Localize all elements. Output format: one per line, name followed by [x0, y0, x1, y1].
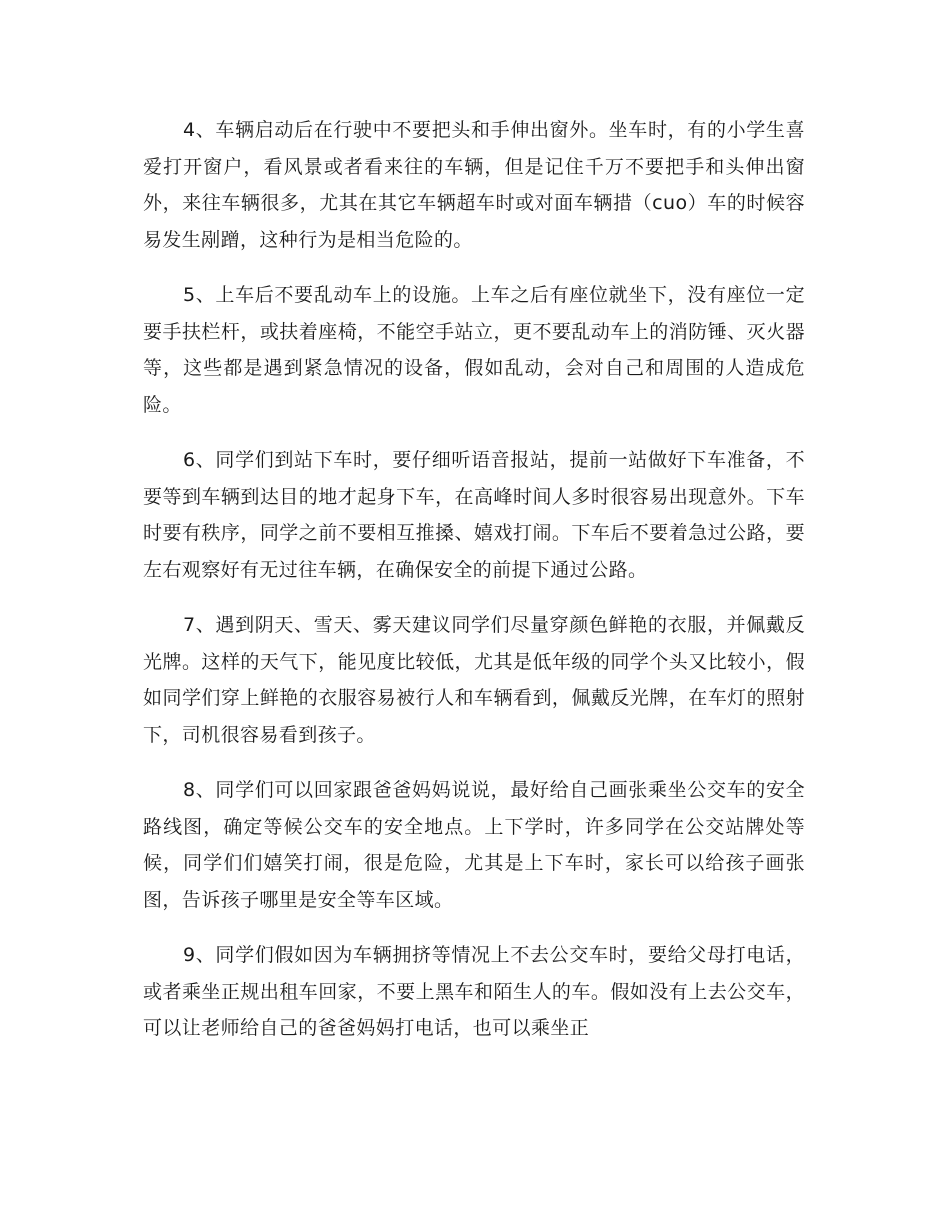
paragraph-item-7: 7、遇到阴天、雪天、雾天建议同学们尽量穿颜色鲜艳的衣服，并佩戴反光牌。这样的天气下，能见度比较低，尤其是低年级的同学个头又比较小，假如同学们穿上鲜艳的衣服容易被行人和车辆看到，佩戴反光牌，在车灯的照射下，司机很容易看到孩子。 — [143, 614, 805, 746]
paragraph-item-8: 8、同学们可以回家跟爸爸妈妈说说，最好给自己画张乘坐公交车的安全路线图，确定等候公交车的安全地点。上下学时，许多同学在公交站牌处等候，同学们们嬉笑打闹，很是危险，尤其是上下车时，家长可以给孩子画张图，告诉孩子哪里是安全等车区域。 — [143, 779, 805, 911]
paragraph-item-5: 5、上车后不要乱动车上的设施。上车之后有座位就坐下，没有座位一定要手扶栏杆，或扶着座椅，不能空手站立，更不要乱动车上的消防锤、灭火器等，这些都是遇到紧急情况的设备，假如乱动，会对自己和周围的人造成危险。 — [143, 284, 805, 416]
document-body — [143, 112, 805, 1066]
paragraph-item-9: 9、同学们假如因为车辆拥挤等情况上不去公交车时，要给父母打电话，或者乘坐正规出租车回家，不要上黑车和陌生人的车。假如没有上去公交车，可以让老师给自己的爸爸妈妈打电话，也可以乘坐正 — [143, 944, 805, 1039]
paragraph-item-4: 4、车辆启动后在行驶中不要把头和手伸出窗外。坐车时，有的小学生喜爱打开窗户，看风景或者看来往的车辆，但是记住千万不要把手和头伸出窗外，来往车辆很多，尤其在其它车辆超车时或对面车辆措（cuo）车的时候容易发生剐蹭，这种行为是相当危险的。 — [143, 119, 805, 251]
paragraph-item-6: 6、同学们到站下车时，要仔细听语音报站，提前一站做好下车准备，不要等到车辆到达目的地才起身下车，在高峰时间人多时很容易出现意外。下车时要有秩序，同学之前不要相互推搡、嬉戏打闹。下车后不要着急过公路，要左右观察好有无过往车辆，在确保安全的前提下通过公路。 — [143, 449, 805, 581]
